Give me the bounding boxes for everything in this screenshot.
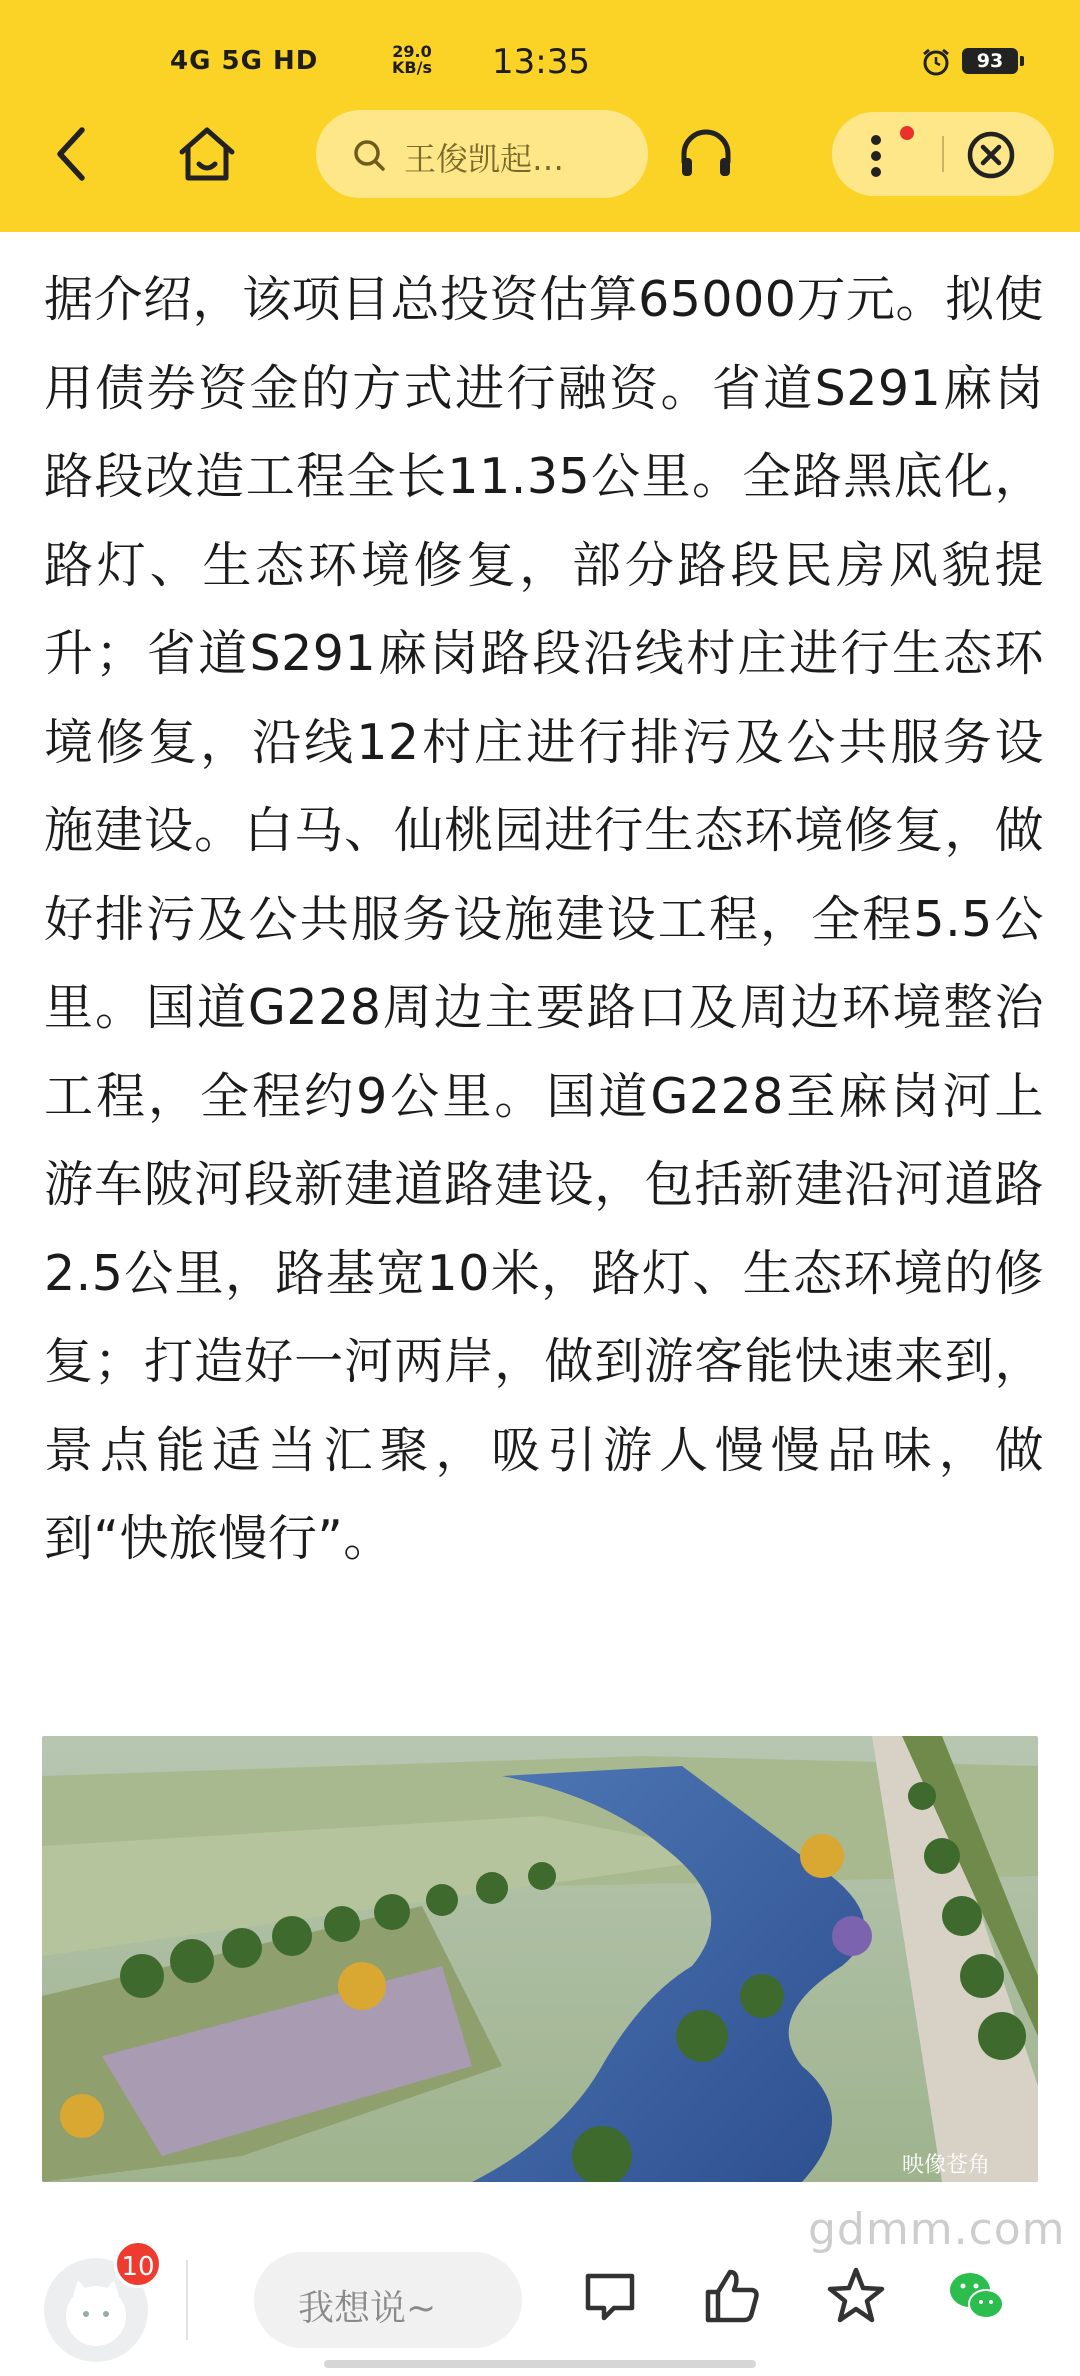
star-icon[interactable] [824, 2264, 888, 2328]
capsule-divider [942, 136, 944, 172]
comment-placeholder: 我想说~ [298, 2288, 437, 2329]
capsule-menu [832, 112, 1054, 196]
notification-dot [900, 126, 914, 140]
network-speed: 29.0 KB/s [392, 42, 432, 77]
comment-icon[interactable] [578, 2264, 642, 2328]
notification-badge: 10 [114, 2240, 162, 2288]
comment-input[interactable] [254, 2252, 522, 2348]
search-suggestion-text: 王俊凯起… [404, 140, 565, 178]
home-icon[interactable] [176, 124, 238, 184]
search-bar[interactable] [316, 110, 648, 198]
network-indicator: 4G 5G HD [170, 46, 319, 76]
back-icon[interactable] [46, 124, 98, 184]
like-icon[interactable] [700, 2264, 764, 2328]
image-watermark: 映像苍角 [902, 2153, 991, 2178]
battery-indicator: 93 [962, 48, 1018, 74]
bar-divider [186, 2260, 188, 2340]
status-bar [0, 28, 1080, 100]
wechat-icon[interactable] [944, 2264, 1008, 2328]
search-icon [352, 138, 386, 172]
article-image[interactable] [42, 1736, 1038, 2182]
top-header [0, 0, 1080, 232]
more-icon[interactable] [868, 132, 884, 180]
article-body: 据介绍，该项目总投资估算65000万元。拟使用债券资金的方式进行融资。省道S291麻岗路段改造工程全长11.35公里。全路黑底化，路灯、生态环境修复，部分路段民房风貌提升；省道S291麻岗路段沿线村庄进行生态环境修复，沿线12村庄进行排污及公共服务设施建设。白马、仙桃园进行生态环境修复，做好排污及公共服务设施建设工程，全程5.5公里。国道G228周边主要路口及周边环境整治工程，全程约9公里。国道G228至麻岗河上游车陂河段新建道路建设，包括新建沿河道路2.5公里，路基宽10米，路灯、生态环境的修复；打造好一河两岸，做到游客能快速来到，景点能适当汇聚，吸引游人慢慢品味，做到“快旅慢行”。 [44, 271, 1044, 1567]
clock: 13:35 [492, 42, 590, 82]
site-watermark: gdmm.com [808, 2204, 1066, 2255]
close-icon[interactable] [966, 130, 1016, 180]
headphone-icon[interactable] [676, 124, 736, 184]
home-indicator[interactable] [324, 2360, 756, 2368]
alarm-icon [920, 46, 952, 78]
